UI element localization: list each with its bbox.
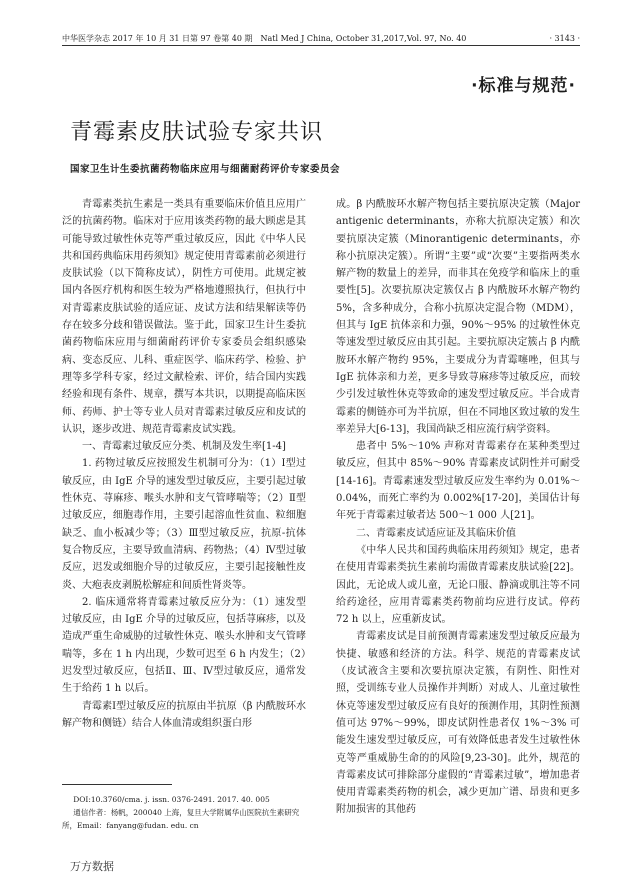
paragraph: 《中华人民共和国药典临床用药须知》规定，患者在使用青霉素类抗生素前均需做青霉素皮肤试验[22]。因此，无论成人或儿童，无论口服、静滴或肌注等不同给药途径，应用青霉素类药物前均应进行皮试。停药 72 h 以上，应重新皮试。 (336, 544, 580, 626)
paragraph: 1. 药物过敏反应按照发生机制可分为：（1）Ⅰ型过敏反应，由 IgE 介导的速发型过敏反应，主要引起过敏性休克、荨麻疹、喉头水肿和支气管哮喘等；（2）Ⅱ型过敏反应，细胞毒作用，主要引起溶血性贫血、粒细胞缺乏、血小板减少等；（3）Ⅲ型过敏反应，抗原-抗体复合物反应，主要导致血清病、药物热；（4）Ⅳ型过敏反应，迟发或细胞介导的过敏反应，主要引起接触性皮炎、大疱表皮剥脱松解症和间质性肾炎等。 (62, 458, 307, 591)
paragraph: 青霉素类抗生素是一类具有重要临床价值且应用广泛的抗菌药物。临床对于应用该类药物的最大顾虑是其可能导致过敏性休克等严重过敏反应，因此《中华人民共和国药典临床用药须知》规定使用青霉素前必须进行皮肤试验（以下简称皮试），阴性方可使用。此规定被国内各医疗机构和医生较为严格地遵照执行，但执行中对青霉素皮肤试验的适应证、皮试方法和结果解读等仍存在较多分歧和错误做法。鉴于此，国家卫生计生委抗菌药物临床应用与细菌耐药评价专家委员会组织感染病、变态反应、儿科、重症医学、临床药学、检验、护理等多学科专家，经过文献检索、评价，结合国内实践经验和现有条件、规章，撰写本共识，以期提高临床医师、药师、护士等专业人员对青霉素过敏反应和皮试的认识，逐步改进、规范青霉素皮试实践。 (62, 199, 306, 435)
section-label: ·标准与规范· (471, 76, 576, 96)
article-title: 青霉素皮肤试验专家共识 (70, 120, 324, 145)
footnote (62, 784, 306, 832)
authors: 国家卫生计生委抗菌药物临床应用与细菌耐药评价专家委员会 (70, 164, 341, 175)
paragraph: 患者中 5%～10% 声称对青霉素存在某种类型过敏反应，但其中 85%～90% 青霉素皮试阴性并可耐受[14-16]。青霉素速发型过敏反应发生率约为 0.01%～0.04%，而死亡率约为 0.002%[17-20]，美国估计每年死于青霉素过敏者达 500～1 000 人[21]。 (336, 441, 580, 522)
paragraph: 青霉素皮试是目前预测青霉素速发型过敏反应最为快捷、敏感和经济的方法。科学、规范的青霉素皮试（皮试液含主要和次要抗原决定簇，有阴性、阳性对照，受训练专业人员操作并判断）对成人、儿童过敏性休克等速发型过敏反应有良好的预测作用，其阴性预测值可达 97%～99%，即皮试阴性患者仅 1%～3% 可能发生速发型过敏反应，可有效降低患者发生过敏性休克等严重威胁生命的的风险[9,23-30]。此外，规范的青霉素皮试可排除部分虚假的“青霉素过敏”，增加患者使用青霉素类药物的机会，减少更加广谱、昂贵和更多附加损害的其他药 (336, 631, 580, 816)
paragraph: 成。β 内酰胺环水解产物包括主要抗原决定簇（Major antigenic determinants，亦称大抗原决定簇）和次要抗原决定簇（Minorantigenic determinants，亦称小抗原决定簇）。所谓“主要”或“次要”主要指两类水解产物的数量上的差异，而非其在免疫学和临床上的重要性[5]。次要抗原决定簇仅占 β 内酰胺环水解产物约 5%，含多种成分，合称小抗原决定混合物（MDM），但其与 IgE 抗体亲和力强，90%～95% 的过敏性休克等速发型过敏反应由其引起。主要抗原决定簇占 β 内酰胺环水解产物约 95%，主要成分为青霉噻唑，但其与 IgE 抗体亲和力差，更多导致荨麻疹等过敏反应，而较少引发过敏性休克等致命的速发型过敏反应。半合成青霉素的侧链亦可为半抗原，但在不同地区致过敏的发生率差异大[6-13]，我国尚缺乏相应流行病学资料。 (336, 199, 580, 435)
paragraph: 2. 临床通常将青霉素过敏反应分为：（1）速发型过敏反应，由 IgE 介导的过敏反应，包括荨麻疹，以及造成严重生命威胁的过敏性休克、喉头水肿和支气管哮喘等，多在 1 h 内出现，少数可迟至 6 h 内发生；（2）迟发型过敏反应，包括Ⅱ、Ⅲ、Ⅳ型过敏反应，通常发生于给药 1 h 以后。 (62, 596, 307, 695)
footnote-rule (62, 784, 172, 785)
journal-citation: 中华医学杂志 2017 年 10 月 31 日第 97 卷第 40 期 Natl Med J China, October 31,2017,Vol. 97, No. 40 (62, 34, 467, 43)
paragraph: 青霉素Ⅰ型过敏反应的抗原由半抗原（β 内酰胺环水解产物和侧链）结合人体血清或组织蛋白形 (62, 700, 306, 729)
page-number: · 3143 · (549, 34, 580, 43)
corresponding-author: 通信作者：杨帆，200040 上海，复旦大学附属华山医院抗生素研究所，Email：fanyang@fudan. edu. cn (62, 808, 300, 830)
left-column (62, 196, 306, 732)
right-column (336, 196, 580, 819)
doi: DOI:10.3760/cma. j. issn. 0376-2491. 2017. 40. 005 (73, 795, 270, 804)
running-header (62, 32, 580, 46)
watermark: 万方数据 (70, 860, 114, 873)
section-heading: 二、青霉素皮试适应证及其临床价值 (356, 527, 516, 539)
section-heading: 一、青霉素过敏反应分类、机制及发生率[1-4] (82, 441, 286, 453)
